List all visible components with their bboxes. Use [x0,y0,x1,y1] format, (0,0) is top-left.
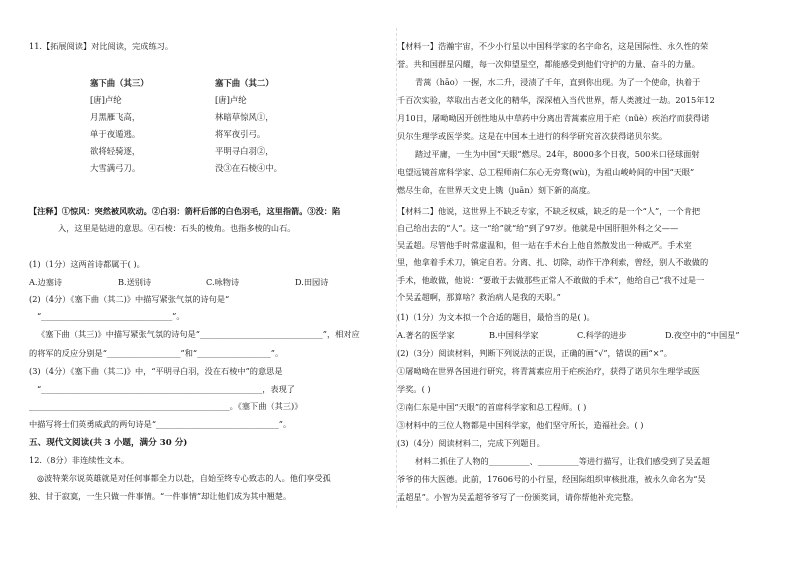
material-1-line: 【材料一】浩瀚宇宙，不少小行星以中国科学家的名字命名，这是国际性、永久性的荣 [397,41,709,51]
poem-2-author: [唐]卢纶 [215,95,247,105]
annotation-line: 入，这里是钻进的意思。④石棱：石头的棱角。也指多棱的山石。 [58,223,296,233]
material-1-line: 誉。共和国群星闪耀，每一次仰望星空，都能感受到他们守护的力量、奋斗的力量。 [397,59,700,69]
question-11-3-line: “______________________________________________________，表现了 [37,384,295,394]
poem-2-line: 平明寻白羽②， [215,146,274,156]
question-11-3-line: 中描写将士们英勇威武的两句诗是“______________________________”。 [29,419,292,429]
question-12-3-line: 材料二抓住了人物的__________、__________等进行描写，让我们感受到了吴孟超 [415,456,710,466]
option-c: C.咏物诗 [206,277,240,287]
poem-2-line: 林暗草惊风①， [215,112,274,122]
material-2-line: 吴孟超。尽管他手时常虚温和，但一站在手术台上他自然散发出一种威严。手术室 [397,240,692,250]
question-12: 12.（8分）非连续性文本。 [29,455,130,465]
material-1-line: 电望远镜首席科学家、总工程师南仁东心无旁骛(wù)，为祖山峻岭间的中国“天眼” [397,167,695,177]
poem-2-line: 没③在石棱④中。 [215,163,282,173]
poem-1-line: 单于夜遁逃。 [90,129,141,139]
material-2-line: 自己给出去的“人”。这一“给”就“给”到了97岁。他就是中国肝胆外科之父—— [397,223,679,233]
passage-line: 独、甘于寂寞，一生只做一件事情。“一件事情”却让他们成为其中翘楚。 [29,491,292,501]
option-b: B.送别诗 [118,277,152,287]
material-1-line: 踏过平庸，一生为中国“天眼”燃尽。24年，8000多个日夜，500米口径球面射 [415,149,700,159]
option-b: B.中国科学家 [489,330,539,340]
poem-1-line: 月黑雁飞高， [90,112,141,122]
poem-1-line: 欲将轻骑逐， [90,146,141,156]
option-c: C.科学的进步 [577,330,627,340]
statement-1: ①屠呦呦在世界各国进行研究，将青蒿素应用于疟疾治疗，获得了诺贝尔生理学或医 [397,366,700,376]
option-d: D.夜空中的“中国星” [665,330,740,340]
poem-1-title: 塞下曲（其三） [90,78,149,88]
material-1-line: 青蒿（hāo）一握，水二升，浸渍了千年，直到你出现。为了一个使命，执着于 [415,77,701,87]
question-12-3-line: 孟超星”。小智为吴孟超爷爷写了一份颁奖词，请你帮他补充完整。 [397,492,639,502]
poem-2-title: 塞下曲（其二） [215,78,274,88]
statement-3: ③材料中的三位人物都是中国科学家，他们坚守所长，造福社会。( ) [397,420,644,430]
option-a: A.边塞诗 [29,277,63,287]
question-11-3-line: _________________________________________________。《塞下曲（其三)》 [29,401,303,411]
material-2-line: 【材料二】他说，这世界上不缺乏专家，不缺乏权威，缺乏的是一个“人”，一个肯把 [397,206,701,216]
question-11-2: (2)（4分）《塞下曲（其二)》中描写紧张气氛的诗句是“ [29,294,230,304]
poem-1-author: [唐]卢纶 [90,95,122,105]
material-1-line: 千百次实验，萃取出古老文化的精华，深深植入当代世界，帮人类渡过一劫。2015年12 [397,95,715,105]
passage-line: ◎波特莱尔说英雄就是对任何事都全力以赴，自始至终专心致志的人。他们享受孤 [37,473,331,483]
section-5-heading: 五、现代文阅读(共 3 小题，满分 30 分) [29,438,188,448]
annotation-line: 【注释】①惊风：突然被风吹动。②白羽：箭杆后部的白色羽毛，这里指箭。③没：陷 [29,206,341,216]
question-12-1: (1)（1分）为文本拟一个合适的题目，最恰当的是( )。 [397,312,595,322]
question-12-3: (3)（4分）阅读材料二，完成下列题目。 [397,438,545,448]
material-1-line: 燃尽生命，在世界天文史上镌（juān）刻下新的高度。 [397,185,596,195]
question-11-title: 11.【拓展阅读】对比阅读，完成练习。 [29,41,174,51]
statement-2: ②南仁东是中国“天眼”的首席科学家和总工程师。( ) [397,402,587,412]
answer-line: “________________________________”。 [37,311,185,321]
question-12-3-line: 爷爷的伟大医德。此前，17606号的小行星，经国际组织审核批准，被永久命名为“吴 [397,474,706,484]
question-11-1: (1)（1分）这两首诗都属于( )。 [29,259,145,269]
option-a: A.著名的医学家 [397,330,455,340]
material-2-line: 里，他拿着手术刀，镇定自若。分离、扎、切除，动作干净利索，曾经，别人不敢做的 [397,257,709,267]
poem-1-line: 大雪满弓刀。 [90,163,141,173]
material-2-line: 手术，他敢做，他说：“要敢于去做那些正常人不敢做的手术”，他给自己“我不过是一 [397,275,705,285]
statement-1-cont: 学奖。( ) [397,384,431,394]
question-11-2-line: 的将军的反应分别是“__________________”和“__________________”。 [29,348,284,358]
material-1-line: 月10日，屠呦呦因开创性地从中草药中分离出青蒿素应用于疟（nüè）疾治疗而获得诺 [397,113,710,123]
question-12-2: (2)（3分）阅读材料，判断下列说法的正误，正确的画“√”，错误的画“×”。 [397,348,672,358]
poem-2-line: 将军夜引弓。 [215,129,266,139]
option-d: D.田园诗 [295,277,329,287]
material-1-line: 贝尔生理学或医学奖。这是在中国本土进行的科学研究首次获得诺贝尔奖。 [397,131,668,141]
question-11-3: (3)（4分）《塞下曲（其二)》中，“平明寻白羽，没在石棱中”的意思是 [29,366,283,376]
material-2-line: 个吴孟超啊，那算啥？救治病人是我的天职。” [397,292,561,302]
question-11-2-line: 《塞下曲（其三)》中描写紧张气氛的诗句是“______________________________”，相对应 [37,329,360,339]
